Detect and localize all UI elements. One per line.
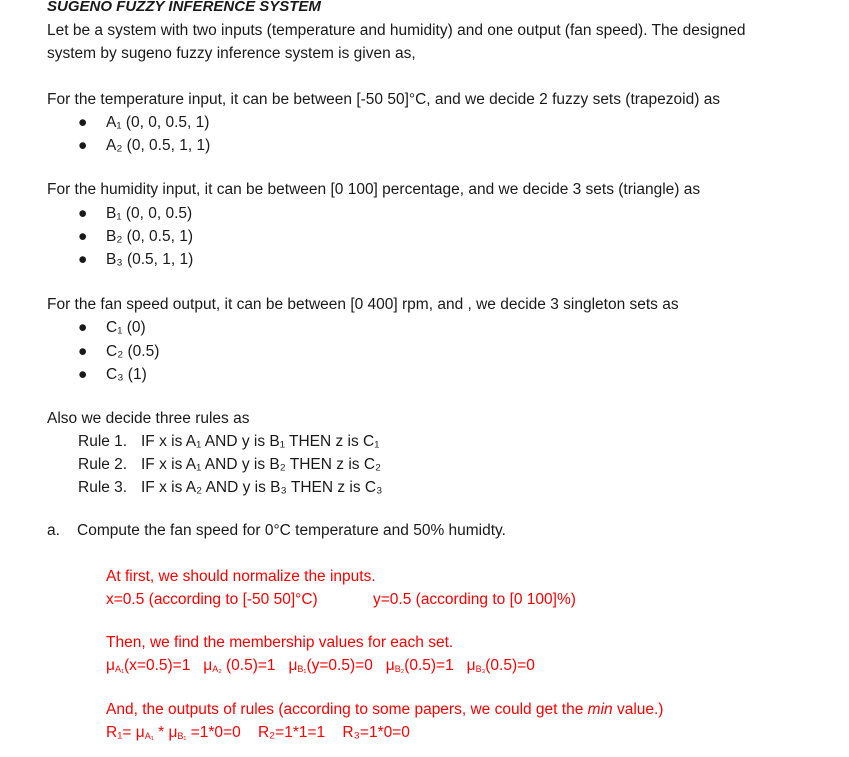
set-label: A₂ (0, 0.5, 1, 1) (106, 137, 211, 154)
answer-outputs-line: And, the outputs of rules (according to some papers, we could get the min value.) (106, 701, 664, 718)
set-label: C₁ (0) (106, 319, 146, 336)
rules-heading: Also we decide three rules as (47, 410, 250, 427)
bullet-icon: ● (78, 137, 88, 154)
intro-line-1: Let be a system with two inputs (temperature and humidity) and one output (fan speed). The designed (47, 22, 746, 39)
set-label: A₁ (0, 0, 0.5, 1) (106, 114, 210, 131)
rule-text: IF x is A₁ AND y is B₂ THEN z is C₂ (141, 456, 382, 473)
rule-number: Rule 2. (78, 456, 128, 473)
answer-normalize-line: At first, we should normalize the inputs. (106, 568, 376, 585)
answer-x-norm: x=0.5 (according to [-50 50]°C) (106, 591, 318, 608)
answer-y-norm: y=0.5 (according to [0 100]%) (373, 591, 576, 608)
bullet-icon: ● (78, 228, 88, 245)
bullet-icon: ● (78, 366, 88, 383)
bullet-icon: ● (78, 319, 88, 336)
membership-value: $\mu_{B_1}(y=0.5)=0$ (288, 657, 373, 674)
answer-membership-line: Then, we find the membership values for each set. (106, 634, 454, 651)
humidity-heading: For the humidity input, it can be between [0 100] percentage, and we decide 3 sets (triangle) as (47, 181, 701, 198)
rule-text: IF x is A₂ AND y is B₃ THEN z is C₃ (141, 479, 383, 496)
answer-rule-outputs (106, 723, 410, 746)
rule-output-r2: R₂=1*1=1 (257, 724, 326, 741)
intro-line-2: system by sugeno fuzzy inference system is given as, (47, 45, 416, 62)
set-label: C₃ (1) (106, 366, 147, 383)
rule-output-r3: R₃=1*0=0 (342, 724, 410, 741)
membership-value: $\mu_{A_2}$ (0.5)=1 (203, 657, 276, 674)
question (47, 521, 506, 541)
bullet-icon: ● (78, 205, 88, 222)
set-label: B₁ (0, 0, 0.5) (106, 205, 193, 222)
answer-memberships (106, 656, 535, 679)
set-label: B₂ (0, 0.5, 1) (106, 228, 193, 245)
membership-value: $\mu_{A_1}(x=0.5)=1$ (106, 657, 191, 674)
bullet-icon: ● (78, 251, 88, 268)
temperature-heading: For the temperature input, it can be between [-50 50]°C, and we decide 2 fuzzy sets (trapezoid) as (47, 91, 721, 108)
membership-value: $\mu_{B_3}(0.5)=0$ (466, 657, 535, 674)
rule-number: Rule 3. (78, 479, 128, 496)
set-label: B₃ (0.5, 1, 1) (106, 251, 194, 268)
fanspeed-heading: For the fan speed output, it can be between [0 400] rpm, and , we decide 3 singleton sets as (47, 296, 679, 313)
rule-output-r1: $R_1= \mu_{A_1} * \mu_{B_1} =1*0=0$ (106, 724, 241, 741)
set-label: C₂ (0.5) (106, 343, 160, 360)
question-text: Compute the fan speed for 0°C temperature and 50% humidty. (77, 522, 506, 539)
rule-text: IF x is A₁ AND y is B₁ THEN z is C₁ (141, 433, 380, 450)
bullet-icon: ● (78, 343, 88, 360)
question-label: a. (47, 522, 60, 539)
rule-number: Rule 1. (78, 433, 128, 450)
page-title: SUGENO FUZZY INFERENCE SYSTEM (47, 0, 321, 15)
bullet-icon: ● (78, 114, 88, 131)
membership-value: $\mu_{B_2}(0.5)=1$ (385, 657, 454, 674)
